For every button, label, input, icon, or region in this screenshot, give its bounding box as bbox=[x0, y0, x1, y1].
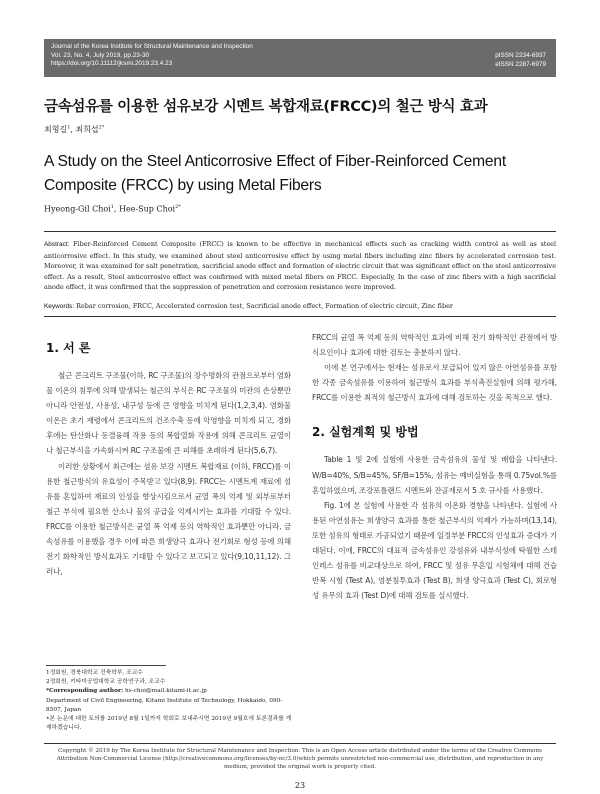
paper-title-english: A Study on the Steel Anticorrosive Effect of Fiber-Reinforced Cement Composite (FRCC) by using Metal Fibers bbox=[44, 153, 506, 194]
footnote-discussion: •본 논문에 대한 토의를 2019년 8월 1일까지 학회로 보내주시면 2019년 9월호에 토론결과를 게재하겠습니다. bbox=[46, 716, 292, 732]
footnote-affiliation-1: 1정회원, 경북대학교 건축학부, 조교수 bbox=[46, 670, 143, 676]
footnote-department: Department of Civil Engineering, Kitami Institute of Technology, Hokkaido, 090-8507, Japan bbox=[46, 697, 283, 713]
issn-info bbox=[495, 52, 546, 69]
footnotes bbox=[46, 669, 296, 733]
right-column bbox=[312, 330, 557, 603]
author-2-ko: 최희섭 bbox=[75, 125, 99, 134]
section-1-paragraph-3: FRCC의 균열 폭 억제 등의 역학적인 효과에 비해 전기 화학적인 관점에서 방식요인이나 효과에 대한 검토는 충분하지 않다. bbox=[312, 333, 557, 358]
corresponding-email[interactable]: hs-choi@mail.kitami-it.ac.jp bbox=[123, 688, 207, 695]
eissn: eISSN 2287-6979 bbox=[495, 60, 546, 68]
section-1-title: 1. 서 론 bbox=[46, 341, 91, 355]
copyright-notice: Copyright © 2019 by The Korea Institute for Structural Maintenance and Inspection. This is an Open Access article distributed under the terms of the Creative Commons Attribution Non-Commercial License (http://creativecommons.org/licenses/by-nc/3.0)which permits unrestricted non-commercial use, distribution, and reproduction in any medium, provided the original work is properly cited. bbox=[56, 748, 544, 770]
journal-info bbox=[51, 43, 253, 69]
journal-doi[interactable]: https://doi.org/10.11112/jksmi.2019.23.4.23 bbox=[51, 60, 173, 68]
left-column bbox=[46, 339, 291, 579]
abstract-label: Abstract: bbox=[44, 241, 70, 248]
author-2-en: Hee-Sup Choi bbox=[119, 204, 176, 214]
page-number: 23 bbox=[294, 781, 306, 790]
keywords-text: Rebar corrosion, FRCC, Accelerated corrosion test, Sacrificial anode effect, Formation of electric circuit, Zinc fiber bbox=[76, 302, 453, 310]
footnote-corresponding bbox=[46, 687, 296, 696]
pissn: pISSN 2234-6937 bbox=[495, 52, 546, 59]
abstract-bottom-rule bbox=[44, 316, 556, 317]
author-sep-ko: , bbox=[70, 125, 76, 134]
author-1-ko: 최형길 bbox=[44, 125, 68, 134]
footnote-rule bbox=[46, 665, 166, 666]
journal-volume: Vol. 23, No. 4, July 2019, pp.23-30 bbox=[51, 51, 150, 59]
keywords-label: Keywords: bbox=[44, 303, 75, 310]
section-1-paragraph-4: 이에 본 연구에서는 현재는 섬유로서 보급되어 있지 않은 아연섬유를 포함한 각종 금속섬유를 이용하여 철근방식 효과를 부식촉진실험에 의해 평가해, FRCC를 이용한 최적의 철근방식 효과에 대해 검토하는 것을 목적으로 했다. bbox=[312, 363, 557, 403]
author-2-ko-affil: 2* bbox=[98, 124, 105, 131]
journal-name: Journal of the Korea Institute for Structural Maintenance and Inspection bbox=[51, 43, 253, 50]
abstract-top-rule bbox=[44, 231, 556, 232]
author-1-ko-affil: 1 bbox=[67, 124, 71, 131]
section-1-paragraph-2: 이러한 상황에서 최근에는 섬유 보강 시멘트 복합재료 (이하, FRCC)를 이용한 철근방식의 유효성이 주목받고 있다(8,9). FRCC는 시멘트계 재료에 섬유를 혼입하여 재료의 인성을 향상시킴으로서 균열 폭의 억제 및 외부로부터 철근 부식에 필요한 산소나 물의 공급을 억제시키는 효과를 기대할 수 있다. FRCC를 이용한 철근방식은 균열 폭 억제 등의 역학적인 효과뿐만 아니라, 금속섬유를 이용했을 경우 이에 따른 희생양극 효과나 전기회로 형성 등에 의해 전기 화학적인 방식효과도 기대할 수 있다고 보고되고 있다(9,10,11,12). 그러나, bbox=[46, 461, 291, 577]
copyright-rule bbox=[44, 743, 556, 744]
paper-title-korean: 금속섬유를 이용한 섬유보강 시멘트 복합재료(FRCC)의 철근 방식 효과 bbox=[44, 99, 488, 115]
abstract-text: Fiber-Reinforced Cement Composite (FRCC) is known to be effective in mechanical effects such as cracking width control as well as steel anticorrosive effect. In this study, we examined about steel anticorrosive effect by using metal fibers including zinc fibers by accelerated corrosion test. Moreover, it was examined for salt penetration, sacrificial anode effect and formation of electric circuit that was significant effect on the steel anticorrosive effect. As a result, Steel anticorrosive effect was confirmed with mixed metal fibers on FRCC. Especially, In the case of zinc fibers with a high sacrificial anode effect, it was confirmed that the suppression of penetration and corrosion resistance were improved. bbox=[44, 240, 557, 292]
journal-header-band bbox=[44, 39, 556, 77]
author-1-en-affil: 1 bbox=[110, 204, 114, 210]
author-1-en: Hyeong-Gil Choi bbox=[44, 204, 111, 214]
section-2-paragraph-2: Fig. 1에 본 실험에 사용한 각 섬유의 이온화 경향을 나타낸다. 실험에 사용된 아연섬유는 희생양극 효과를 통한 철근부식의 억제가 가능하며(13,14), 또한 섬유의 형태로 가공되었기 때문에 일정부분 FRCC의 인성효과 증대가 기대된다. 이에, FRCC의 대표적 금속섬유인 강섬유와 내부식성에 탁월한 스테인레스 섬유를 비교대상으로 하여, FRCC 및 섬유 무혼입 시험체에 대해 건습 반복 시험 (Test A), 염분침투효과 (Test B), 희생 양극효과 (Test C), 회로형성 유무의 효과 (Test D)에 대해 검토를 실시했다. bbox=[312, 500, 557, 601]
authors-korean bbox=[44, 124, 104, 135]
authors-english bbox=[44, 204, 181, 214]
abstract bbox=[44, 239, 556, 293]
footnote-affiliation-2: 2정회원, 키타미공업대학교 공학연구과, 조교수 bbox=[46, 679, 166, 686]
corresponding-label: *Corresponding author: bbox=[46, 688, 124, 695]
section-2-paragraph-1: Table 1 및 2에 실험에 사용한 금속섬유의 물성 및 배합을 나타낸다. W/B=40%, S/B=45%, SF/B=15%, 섬유는 예비실험을 통해 0.75vol.%를 혼입하였으며, 조강포틀랜드 시멘트와 잔골재로서 5 호 규사를 사용했다. bbox=[312, 455, 557, 495]
section-1-paragraph-1: 철근 콘크리트 구조물(이하, RC 구조물)의 장수명화의 관점으로부터 염화물 이온의 침투에 의해 발생되는 철근의 부식은 RC 구조물의 미관의 손상뿐만 아니라 안전성, 사용성, 내구성 등에 큰 영향을 미치게 된다(1,2,3,4). 염화물 이온은 초기 재령에서 콘크리트의 건조수축 등에 악영향을 미치게 되고, 경화 후에는 탄산화나 동결융해 작용 등의 복합열화 작용에 의해 콘크리트 균열이나 철근부식을 가속화시켜 RC 구조물에 큰 피해를 초래하게 된다(5,6,7). bbox=[46, 371, 291, 456]
author-sep-en: , bbox=[113, 204, 120, 214]
keywords bbox=[44, 301, 556, 312]
section-2-title: 2. 실험계획 및 방법 bbox=[312, 425, 419, 440]
author-2-en-affil: 2* bbox=[175, 204, 181, 210]
